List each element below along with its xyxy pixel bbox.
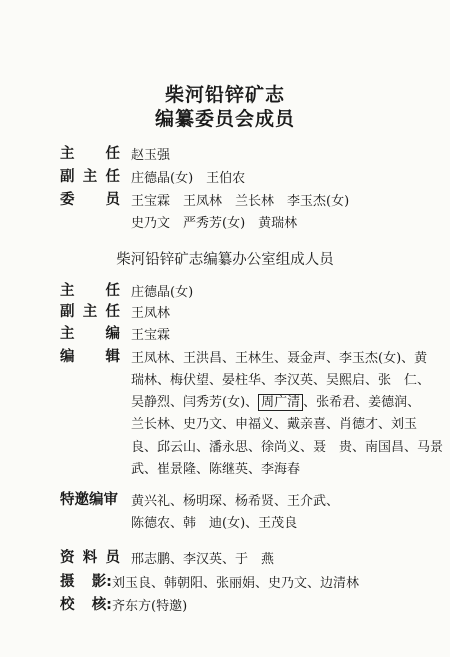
- label-char: 任: [105, 304, 120, 320]
- office-photo-value: 刘玉良、韩朝阳、张丽娟、史乃文、边清林: [112, 576, 360, 591]
- label-char: 副: [60, 304, 75, 320]
- label-char: 委: [60, 192, 75, 208]
- office-photo-label: [60, 570, 112, 591]
- label-char: 料: [82, 550, 98, 566]
- label-char: 任: [105, 283, 120, 299]
- page-title: 柴河铅锌矿志: [164, 84, 285, 106]
- label-char: 任: [105, 146, 120, 162]
- office-chief-editor-label: [60, 322, 120, 343]
- label-char: 副: [60, 169, 75, 185]
- editors-line3-part-b: 、张希君、姜德润、: [303, 395, 421, 410]
- label-char: 核:: [91, 597, 112, 613]
- office-editors-line3: [131, 391, 420, 410]
- office-proof-label: [60, 593, 112, 614]
- label-char: 主: [60, 146, 75, 162]
- label-char: 主: [60, 326, 75, 342]
- office-editors-line4: 兰长林、史乃文、申福义、戴亲喜、肖德才、刘玉: [131, 417, 418, 432]
- page-subtitle: 编纂委员会成员: [154, 108, 295, 130]
- label-char: 主: [82, 169, 98, 185]
- office-special-line1: 黄兴礼、杨明琛、杨希贤、王介武、: [131, 494, 340, 509]
- office-deputy-label: [60, 300, 120, 321]
- office-chief-editor-value: 王宝霖: [131, 328, 171, 343]
- committee-members-label: [60, 188, 120, 209]
- label-char: 资: [60, 550, 75, 566]
- committee-director-value: 赵玉强: [131, 148, 171, 163]
- office-special-line2: 陈德农、韩 迪(女)、王茂良: [131, 516, 298, 531]
- office-special-label: 特邀编审: [60, 492, 118, 508]
- committee-director-label: [60, 142, 120, 163]
- office-editors-line2: 瑞林、梅伏望、晏柱华、李汉英、吴熙启、张 仁、: [131, 373, 431, 388]
- label-char: 主: [82, 304, 98, 320]
- label-char: 员: [105, 550, 120, 566]
- office-staff-label: [60, 546, 120, 567]
- office-staff-value: 邢志鹏、李汉英、于 燕: [131, 552, 275, 567]
- boxed-name: 周广清: [258, 394, 303, 411]
- office-editors-line1: 王凤林、王洪昌、王林生、聂金声、李玉杰(女)、黄: [131, 351, 428, 366]
- office-director-label: [60, 279, 120, 300]
- label-char: 校: [60, 597, 75, 613]
- office-proof-value: 齐东方(特邀): [112, 599, 188, 614]
- committee-members-line2: 史乃文 严秀芳(女) 黄瑞林: [131, 216, 298, 231]
- office-director-value: 庄德晶(女): [131, 285, 194, 300]
- committee-deputy-value: 庄德晶(女) 王伯农: [131, 171, 246, 186]
- label-char: 主: [60, 283, 75, 299]
- office-editors-line5: 良、邱云山、潘永思、徐尚义、聂 贵、南国昌、马景: [131, 440, 444, 455]
- label-char: 编: [60, 349, 75, 365]
- editors-line3-part-a: 吴静烈、闫秀芳(女)、: [131, 395, 259, 410]
- committee-deputy-label: [60, 165, 120, 186]
- label-char: 编: [105, 326, 120, 342]
- label-char: 任: [105, 169, 120, 185]
- office-deputy-value: 王凤林: [131, 306, 171, 321]
- label-char: 员: [105, 192, 120, 208]
- label-char: 辑: [105, 349, 120, 365]
- office-subtitle: 柴河铅锌矿志编纂办公室组成人员: [116, 252, 334, 268]
- office-editors-line6: 武、崔景隆、陈继英、李海春: [131, 462, 301, 477]
- committee-members-line1: 王宝霖 王凤林 兰长林 李玉杰(女): [131, 194, 350, 209]
- label-char: 影:: [91, 574, 112, 590]
- office-editors-label: [60, 345, 120, 366]
- label-char: 摄: [60, 574, 75, 590]
